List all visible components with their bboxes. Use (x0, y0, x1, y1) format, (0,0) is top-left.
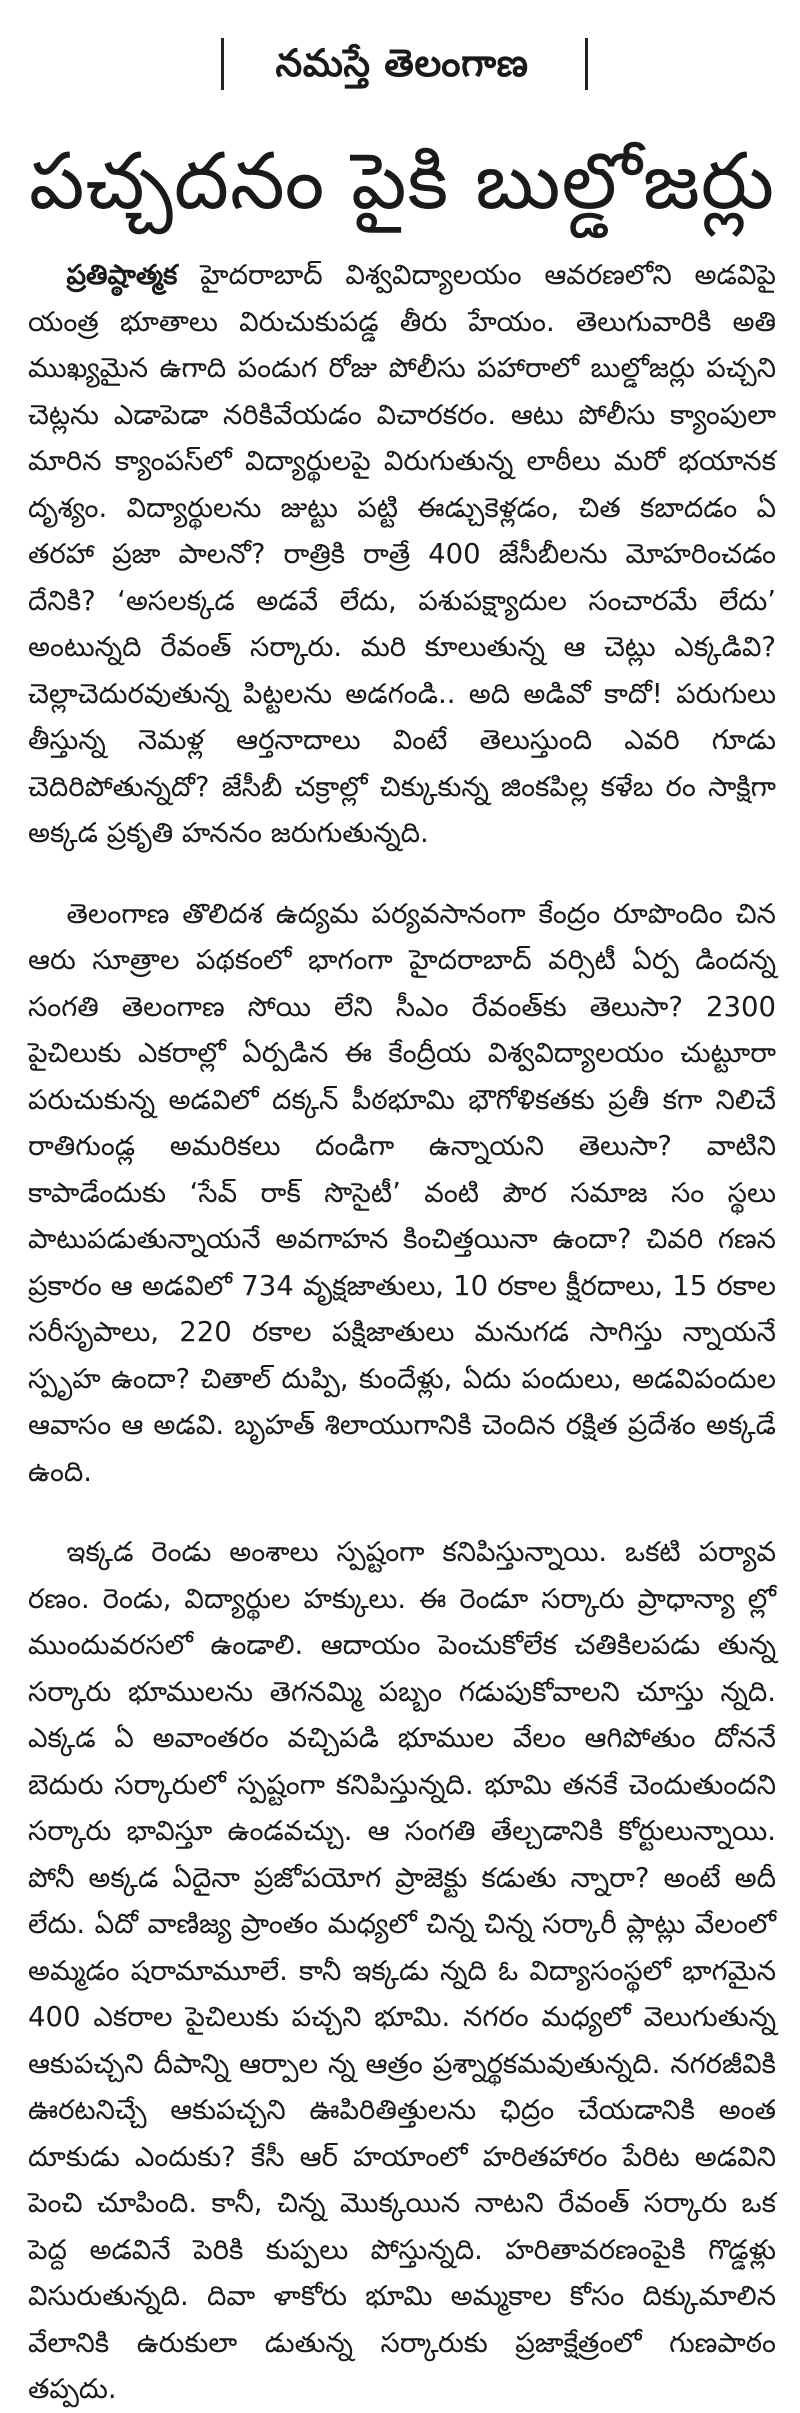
masthead (28, 34, 776, 94)
paragraph-1-text: హైదరాబాద్ విశ్వవిద్యాలయం ఆవరణలోని అడవిపై యంత్ర భూతాలు విరుచుకుపడ్డ తీరు హేయం. తెలుగువారికి అతి ముఖ్యమైన ఉగాది పండుగ రోజు పోలీసు పహారాలో బుల్డోజర్లు పచ్చని చెట్లను ఎడాపెడా నరికివేయడం విచారకరం. ఆటు పోలీసు క్యాంపులా మారిన క్యాంపస్‌లో విద్యార్థులపై విరుగుతున్న లాఠీలు మరో భయానక దృశ్యం. విద్యార్థులను జుట్టు పట్టి ఈడ్చుకెళ్లడం, చిత కబాదడం ఏ తరహా ప్రజా పాలనో? రాత్రికి రాత్రే 400 జేసీబీలను మోహరించడం దేనికి? ‘అసలక్కడ అడవే లేదు, పశుపక్ష్యాదుల సంచారమే లేదు’ అంటున్నది రేవంత్ సర్కారు. మరి కూలుతున్న ఆ చెట్లు ఎక్కడివి? చెల్లాచెదురవుతున్న పిట్టలను అడగండి.. అది అడివో కాదో! పరుగులు తీస్తున్న నెమళ్ల ఆర్తనాదాలు వింటే తెలుస్తుంది ఎవరి గూడు చెదిరిపోతున్నదో? జేసీబీ చక్రాల్లో చిక్కుకున్న జింకపిల్ల కళేబ రం సాక్షిగా అక్కడ ప్రకృతి హననం జరుగుతున్నది. (28, 259, 776, 849)
masthead-right-rule (585, 38, 588, 90)
lead-word: ప్రతిష్ఠాత్మక (66, 259, 178, 291)
headline: పచ్చదనం పైకి బుల్డోజర్లు (28, 137, 776, 227)
article-body (28, 252, 776, 2413)
masthead-left-rule (221, 38, 224, 90)
paragraph-2: తెలంగాణ తొలిదశ ఉద్యమ పర్యవసానంగా కేంద్రం రూపొందిం చిన ఆరు సూత్రాల పథకంలో భాగంగా హైదరాబాద్ వర్సిటీ ఏర్ప డిందన్న సంగతి తెలంగాణ సోయి లేని సీఎం రేవంత్‌కు తెలుసా? 2300 పైచిలుకు ఎకరాల్లో ఏర్పడిన ఈ కేంద్రీయ విశ్వవిద్యాలయం చుట్టూరా పరుచుకున్న అడవిలో దక్కన్ పీఠభూమి భౌగోళికతకు ప్రతీ కగా నిలిచే రాతిగుండ్ల అమరికలు దండిగా ఉన్నాయని తెలుసా? వాటిని కాపాడేందుకు ‘సేవ్ రాక్ సొసైటీ’ వంటి పౌర సమాజ సం స్థలు పాటుపడుతున్నాయనే అవగాహన కించిత్తయినా ఉందా? చివరి గణన ప్రకారం ఆ అడవిలో 734 వృక్షజాతులు, 10 రకాల క్షీరదాలు, 15 రకాల సరీసృపాలు, 220 రకాల పక్షిజాతులు మనుగడ సాగిస్తు న్నాయనే స్పృహ ఉందా? చితాల్ దుప్పి, కుందేళ్లు, ఏదు పందులు, అడవిపందుల ఆవాసం ఆ అడవి. బృహత్ శిలాయుగానికి చెందిన రక్షిత ప్రదేశం అక్కడే ఉంది. (28, 897, 776, 1488)
paragraph-1 (28, 252, 776, 857)
masthead-title: నమస్తే తెలంగాణ (275, 41, 529, 85)
paragraph-3: ఇక్కడ రెండు అంశాలు స్పష్టంగా కనిపిస్తున్నాయి. ఒకటి పర్యావ రణం. రెండు, విద్యార్థుల హక్కులు. ఈ రెండూ సర్కారు ప్రాధాన్యా ల్లో ముందువరసలో ఉండాలి. ఆదాయం పెంచుకోలేక చతికిలపడు తున్న సర్కారు భూములను తెగనమ్మి పబ్బం గడుపుకోవాలని చూస్తు న్నది. ఎక్కడ ఏ అవాంతరం వచ్చిపడి భూముల వేలం ఆగిపోతుం దోననే బెదురు సర్కారులో స్పష్టంగా కనిపిస్తున్నది. భూమి తనకే చెందుతుందని సర్కారు భావిస్తూ ఉండవచ్చు. ఆ సంగతి తేల్చడానికి కోర్టులున్నాయి. పోనీ అక్కడ ఏదైనా ప్రజోపయోగ ప్రాజెక్టు కడుతు న్నారా? అంటే అదీ లేదు. ఏదో వాణిజ్య ప్రాంతం మధ్యలో చిన్న చిన్న సర్కారీ ప్లాట్లు వేలంలో అమ్మడం షరామామూలే. కానీ ఇక్కడు న్నది ఓ విద్యాసంస్థలో భాగమైన 400 ఎకరాల పైచిలుకు పచ్చని భూమి. నగరం మధ్యలో వెలుగుతున్న ఆకుపచ్చని దీపాన్ని ఆర్పాల న్న ఆత్రం ప్రశ్నార్థకమవుతున్నది. నగరజీవికి ఊరటనిచ్చే ఆకుపచ్చని ఊపిరితిత్తులను ఛిద్రం చేయడానికి అంత దూకుడు ఎందుకు? కేసీ ఆర్ హయాంలో హరితహారం పేరిట అడవిని పెంచి చూపింది. కానీ, చిన్న మొక్కయిన నాటని రేవంత్ సర్కారు ఒక పెద్ద అడవినే పెరికి కుప్పలు పోస్తున్నది. హరితావరణంపైకి గొడ్డళ్లు విసురుతున్నది. దివా ళాకోరు భూమి అమ్మకాల కోసం దిక్కుమాలిన వేలానికి ఉరుకులా డుతున్న సర్కారుకు ప్రజాక్షేత్రంలో గుణపాఠం తప్పదు. (28, 1536, 776, 2405)
